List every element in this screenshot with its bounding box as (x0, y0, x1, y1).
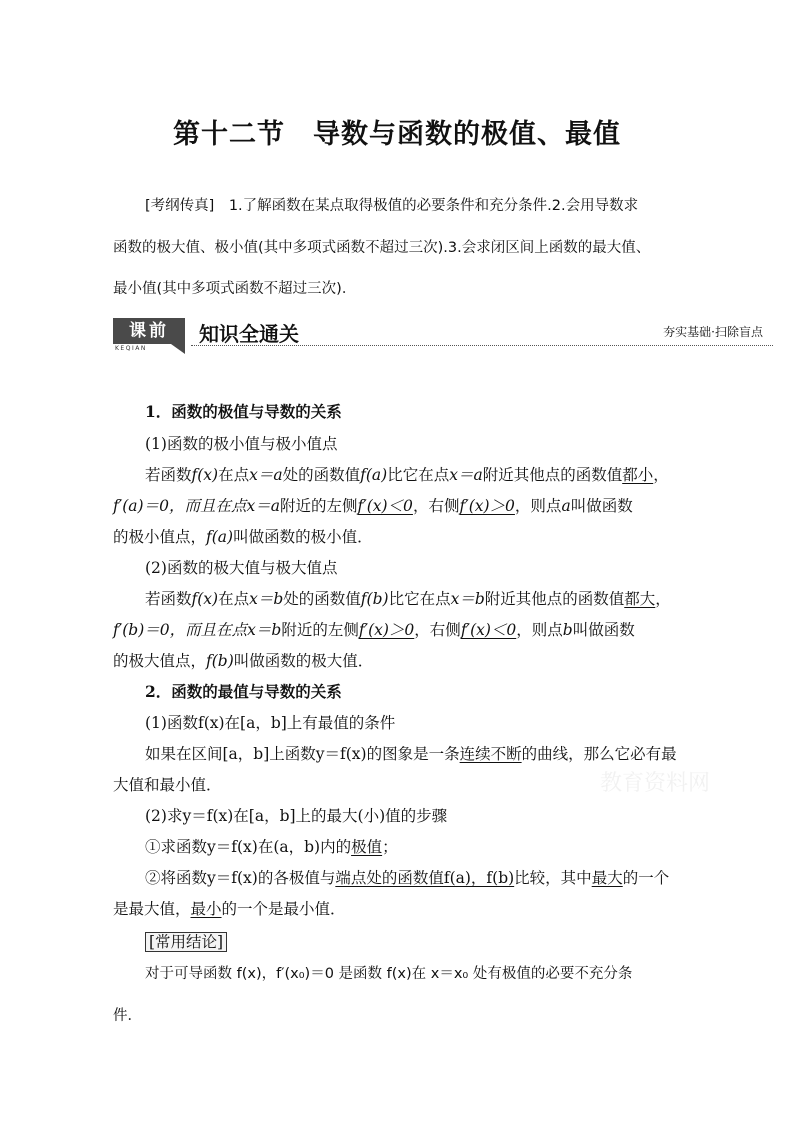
math-span: f′(b)＝0，而且在点 (113, 621, 248, 639)
text-span: ②将函数y＝f(x)的各极值与 (145, 869, 336, 887)
conclusion-tag: [常用结论] (145, 932, 227, 952)
text-span: ， (653, 466, 669, 484)
text-span: 的极小值点， (113, 528, 207, 546)
text-span: ； (382, 838, 398, 856)
text-span: 处的函数值 (282, 466, 361, 484)
paragraph-line (145, 463, 669, 485)
math-span: x＝b (247, 621, 282, 639)
text-span: 若函数 (145, 590, 192, 608)
text-span: ，右侧 (414, 621, 461, 639)
section-slogan: 夯实基础·扫除盲点 (663, 325, 763, 339)
text-span: 比它在点 (388, 590, 451, 608)
math-span: f(b) (206, 652, 234, 670)
heading-1: 1．函数的极值与导数的关系 (145, 402, 342, 421)
text-span: 附近的左侧 (281, 621, 359, 639)
text-span: 叫做函数 (570, 497, 633, 515)
paragraph-line (113, 897, 346, 919)
math-span: x＝b (450, 590, 485, 608)
text-span: 叫做函数 (572, 621, 635, 639)
text-span: 在点 (218, 590, 250, 608)
text-span: 比较，其中 (514, 869, 592, 887)
math-span: f′(a)＝0，而且在点 (113, 497, 247, 515)
conclusion-tag-line (145, 930, 227, 952)
text-span: 如果在区间[a，b]上函数y＝f(x)的图象是一条 (145, 745, 460, 763)
answer-blank: 极值 (351, 838, 383, 856)
badge-arrow-icon (171, 344, 185, 354)
math-span: x＝a (246, 497, 280, 515)
intro-line-2: 函数的极大值、极小值(其中多项式函数不超过三次).3.会求闭区间上函数的最大值、 (113, 240, 651, 256)
text-span: ，则点 (516, 621, 563, 639)
math-span: f(b) (360, 590, 389, 608)
answer-blank: 连续不断 (459, 745, 522, 763)
math-span: f(a) (360, 466, 388, 484)
text-span: 叫做函数的极大值． (233, 652, 374, 670)
math-span: f(x) (191, 466, 219, 484)
paragraph-line (145, 835, 398, 857)
answer-blank: 端点处的函数值f(a)，f(b) (335, 869, 515, 887)
text-span: 是最大值， (113, 900, 191, 918)
text-span: ①求函数y＝f(x)在(a，b)内的 (145, 838, 352, 856)
paragraph-line (145, 866, 669, 888)
intro-line-3: 最小值(其中多项式函数不超过三次)． (113, 281, 357, 297)
heading-2: 2．函数的最值与导数的关系 (145, 682, 342, 701)
watermark: 教育资料网 (600, 771, 711, 796)
paragraph-line (145, 742, 677, 764)
math-span: x＝b (249, 590, 284, 608)
text-span: 比它在点 (387, 466, 450, 484)
text-span: 的曲线，那么它必有最 (521, 745, 677, 763)
text-span: 的一个 (622, 869, 670, 887)
intro-line-1: [考纲传真] 1.了解函数在某点取得极值的必要条件和充分条件.2.会用导数求 (145, 198, 639, 214)
answer-blank: 都小 (622, 466, 654, 484)
section-badge: 课前 (113, 318, 185, 344)
subheading-2-2: (2)求y＝f(x)在[a，b]上的最大(小)值的步骤 (145, 807, 448, 825)
text-span: ， (655, 590, 671, 608)
section-banner (113, 316, 773, 356)
math-span: x＝a (249, 466, 283, 484)
paragraph-line (113, 649, 373, 671)
text-span: 的一个是最小值． (221, 900, 346, 918)
subheading-1-1: (1)函数的极小值与极小值点 (145, 435, 338, 453)
text-span: 的极大值点， (113, 652, 207, 670)
paragraph-line (113, 494, 633, 516)
paragraph-line (145, 587, 671, 609)
math-span: x＝a (449, 466, 483, 484)
conclusion-line-1: 对于可导函数 f(x)，f′(x₀)＝0 是函数 f(x)在 x＝x₀ 处有极值的必要不充分条 (145, 966, 633, 982)
math-span: a (561, 497, 571, 515)
math-span: f(a) (206, 528, 234, 546)
answer-blank: f′(x)＞0 (459, 497, 515, 515)
subheading-2-1: (1)函数f(x)在[a，b]上有最值的条件 (145, 714, 396, 732)
text-span: 处的函数值 (283, 590, 361, 608)
text-span: 叫做函数的极小值． (233, 528, 373, 546)
paragraph-line (113, 525, 373, 547)
math-span: b (562, 621, 573, 639)
text-span: 附近其他点的函数值 (482, 466, 623, 484)
paragraph-line: 大值和最小值． (113, 776, 222, 794)
text-span: 附近其他点的函数值 (484, 590, 625, 608)
text-span: 在点 (218, 466, 250, 484)
answer-blank: 都大 (624, 590, 656, 608)
text-span: 若函数 (145, 466, 192, 484)
section-badge-pinyin: KEQIAN (115, 345, 147, 352)
answer-blank: 最大 (591, 869, 623, 887)
text-span: 附近的左侧 (279, 497, 358, 515)
section-divider (191, 345, 773, 346)
answer-blank: f′(x)＜0 (357, 497, 413, 515)
text-span: ，则点 (514, 497, 562, 515)
answer-blank: f′(x)＜0 (460, 621, 517, 639)
subheading-1-2: (2)函数的极大值与极大值点 (145, 559, 338, 577)
paragraph-line (113, 618, 635, 640)
conclusion-line-2: 件． (113, 1008, 142, 1024)
answer-blank: 最小 (190, 900, 222, 918)
section-title: 知识全通关 (199, 322, 299, 346)
page-title: 第十二节 导数与函数的极值、最值 (173, 119, 621, 150)
text-span: ，右侧 (412, 497, 460, 515)
math-span: f(x) (191, 590, 219, 608)
answer-blank: f′(x)＞0 (358, 621, 415, 639)
